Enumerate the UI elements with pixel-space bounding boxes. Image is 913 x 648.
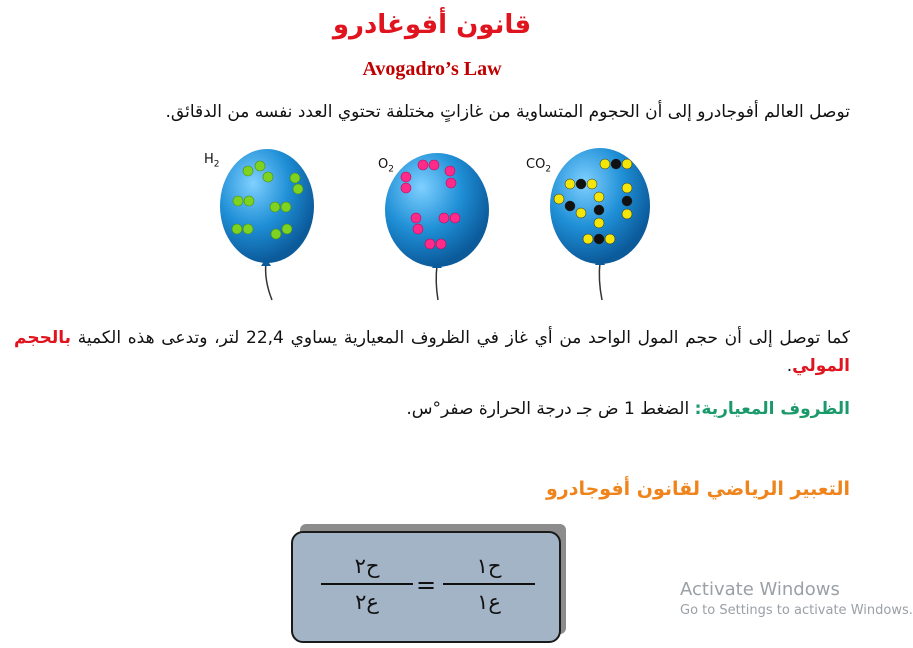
stp-paragraph: الظروف المعيارية: الضغط 1 ض جـ درجة الحرارة صفر°س. [406, 399, 850, 419]
fraction-left [321, 551, 413, 617]
balloon-h2 [220, 149, 314, 300]
title-arabic: قانون أفوغادرو [332, 10, 532, 40]
fraction-right-numerator: ح١ [476, 554, 502, 578]
balloon-label-h2: $H_2$ [204, 152, 220, 170]
intro-paragraph: توصل العالم أفوجادرو إلى أن الحجوم المتساوية من غازاتٍ مختلفة تحتوي العدد نفسه من الدقائق. [165, 102, 850, 122]
fraction-right [443, 551, 535, 617]
formula-box [291, 531, 561, 643]
molar-volume-term: بالحجم المولي [14, 328, 850, 376]
activate-windows-title: Activate Windows [680, 579, 840, 600]
balloon-o2 [385, 153, 489, 300]
equals-sign: = [416, 571, 437, 599]
molar-volume-paragraph: كما توصل إلى أن حجم المول الواحد من أي غاز في الظروف المعيارية يساوي 22,4 لتر، وتدعى هذه الكمية بالحجم المولي. [14, 328, 850, 376]
balloons-illustration [180, 140, 680, 310]
fraction-right-denominator: ع١ [477, 590, 501, 614]
title-english: Avogadro’s Law [362, 58, 502, 80]
fraction-left-numerator: ح٢ [354, 554, 380, 578]
activate-windows-subtitle: Go to Settings to activate Windows. [680, 603, 913, 618]
stp-term: الظروف المعيارية: [694, 399, 850, 419]
balloon-label-co2: $CO_2$ [526, 157, 552, 175]
fraction-left-denominator: ع٢ [355, 590, 379, 614]
balloon-co2 [550, 148, 650, 300]
math-expression-heading: التعبير الرياضي لقانون أفوجادرو [545, 478, 850, 500]
balloon-label-o2: $O_2$ [378, 157, 394, 175]
